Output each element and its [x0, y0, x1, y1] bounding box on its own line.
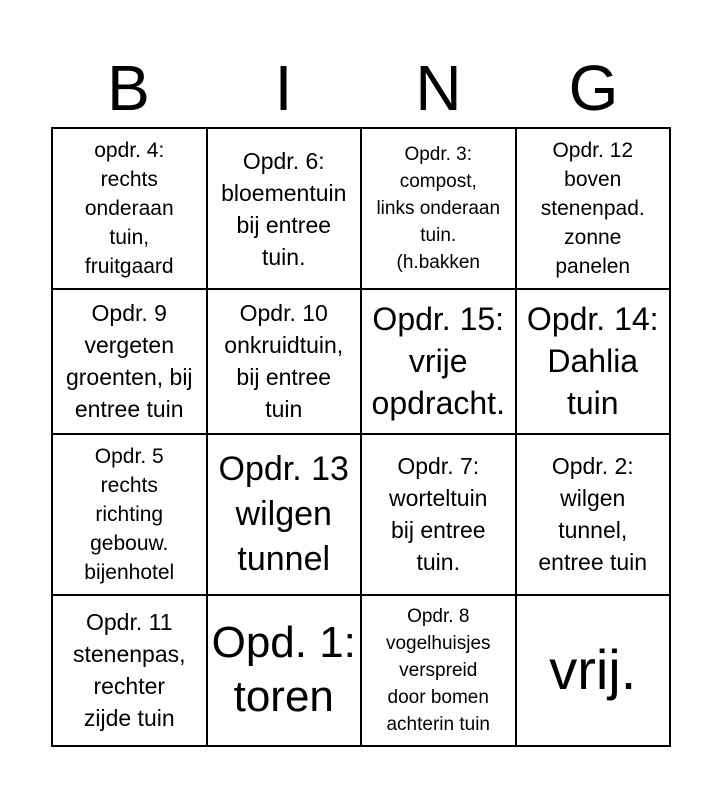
- header-letter-g: G: [568, 52, 619, 124]
- cell-text: Opdr. 6: bloementuin bij entree tuin.: [221, 147, 347, 270]
- cell-text: Opdr. 2: wilgen tunnel, entree tuin: [538, 453, 648, 576]
- bingo-cell[interactable]: [53, 290, 208, 434]
- cell-text: Opdr. 13 wilgen tunnel: [218, 449, 349, 578]
- bingo-cell[interactable]: [53, 596, 208, 747]
- cell-text: vrij.: [549, 638, 637, 702]
- bingo-cell[interactable]: [208, 596, 363, 747]
- bingo-cell[interactable]: [362, 435, 517, 596]
- bingo-cell[interactable]: [362, 596, 517, 747]
- cell-text: Opdr. 15: vrije opdracht.: [371, 301, 505, 422]
- cell-text: Opdr. 9 vergeten groenten, bij entree tuin: [65, 300, 193, 423]
- cell-text: Opdr. 14: Dahlia tuin: [526, 301, 659, 422]
- cell-text: opdr. 4: rechts onderaan tuin, fruitgaard: [84, 139, 174, 279]
- bingo-cell[interactable]: [208, 129, 363, 290]
- bingo-header: [51, 50, 671, 126]
- bingo-cell[interactable]: [208, 435, 363, 596]
- bingo-cell[interactable]: [53, 129, 208, 290]
- bingo-cell[interactable]: [362, 290, 517, 434]
- cell-text: Opdr. 11 stenenpas, rechter zijde tuin: [72, 609, 186, 732]
- bingo-cell[interactable]: [517, 129, 672, 290]
- bingo-cell[interactable]: [517, 290, 672, 434]
- cell-text: Opdr. 8 vogelhuisjes verspreid door bomen achterin tuin: [385, 605, 491, 735]
- bingo-cell[interactable]: [53, 435, 208, 596]
- cell-text: Opdr. 5 rechts richting gebouw. bijenhotel: [84, 444, 175, 584]
- bingo-cell-free[interactable]: [517, 596, 672, 747]
- cell-text: Opdr. 12 boven stenenpad. zonne panelen: [540, 139, 645, 279]
- header-letter-b: B: [107, 52, 150, 124]
- header-letter-i: I: [274, 52, 293, 124]
- bingo-cell[interactable]: [208, 290, 363, 434]
- bingo-cell[interactable]: [362, 129, 517, 290]
- cell-text: Opdr. 7: worteltuin bij entree tuin.: [389, 453, 488, 576]
- cell-text: Opd. 1: toren: [211, 618, 356, 722]
- bingo-cell[interactable]: [517, 435, 672, 596]
- cell-text: Opdr. 10 onkruidtuin, bij entree tuin: [224, 300, 344, 423]
- header-letter-n: N: [415, 52, 462, 124]
- bingo-grid: [51, 127, 671, 747]
- cell-text: Opdr. 3: compost, links onderaan tuin. (h.bakken: [376, 144, 501, 274]
